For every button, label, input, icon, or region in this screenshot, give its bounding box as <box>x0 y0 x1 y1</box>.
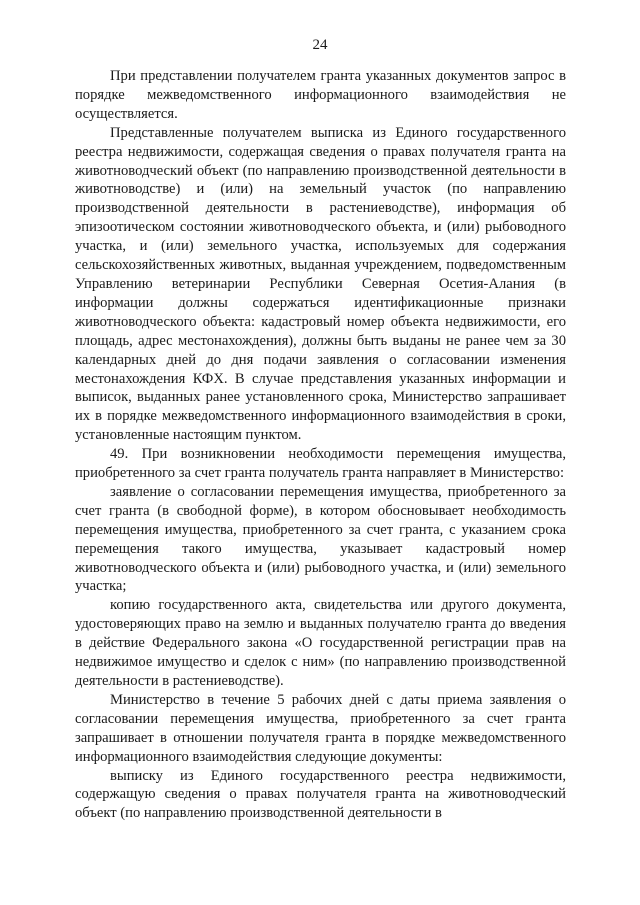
paragraph: копию государственного акта, свидетельства или другого документа, удостоверяющих право на землю и выданных получателю гранта до введения в действие Федерального закона «О государственной регистрации прав на недвижимое имущество и сделок с ним» (по направлению производственной деятельности в растениеводстве). <box>75 597 566 689</box>
document-body <box>75 67 566 823</box>
page-number: 24 <box>312 37 328 53</box>
paragraph: заявление о согласовании перемещения имущества, приобретенного за счет гранта (в свободной форме), в котором обосновывает необходимость перемещения имущества, приобретенного за счет гранта, с указанием срока перемещения такого имущества, указывает кадастровый номер животноводческого объекта и (или) рыбоводного участка, и (или) земельного участка; <box>75 483 566 595</box>
paragraph: 49. При возникновении необходимости перемещения имущества, приобретенного за счет гранта получатель гранта направляет в Министерство: <box>75 446 566 482</box>
paragraph: Министерство в течение 5 рабочих дней с даты приема заявления о согласовании перемещения имущества, приобретенного за счет гранта запрашивает в отношении получателя гранта в порядке межведомственного информационного взаимодействия следующие документы: <box>75 691 566 765</box>
paragraph: выписку из Единого государственного реестра недвижимости, содержащую сведения о правах получателя гранта на животноводческий объект (по направлению производственной деятельности в <box>75 767 566 822</box>
paragraph: Представленные получателем выписка из Единого государственного реестра недвижимости, содержащая сведения о правах получателя гранта на животноводческий объект (по направлению производственной деятельности в животноводстве) и (или) на земельный участок (по направлению производственной деятельности в растениеводстве), информация об эпизоотическом состоянии животноводческого объекта, и (или) рыбоводного участка, и (или) земельного участка, используемых для содержания сельскохозяйственных животных, выданная учреждением, подведомственным Управлению ветеринарии Республики Северная Осетия-Алания (в информации должны содержаться идентификационные признаки животноводческого объекта: кадастровый номер объекта недвижимости, его площадь, адрес местонахождения), должны быть выданы не ранее чем за 30 календарных дней до дня подачи заявления о согласовании изменения местонахождения КФХ. В случае представления указанных информации и выписок, выданных ранее установленного срока, Министерство запрашивает их в порядке межведомственного информационного взаимодействия в сроки, установленные настоящим пунктом. <box>75 124 566 444</box>
paragraph: При представлении получателем гранта указанных документов запрос в порядке межведомственного информационного взаимодействия не осуществляется. <box>75 68 566 122</box>
